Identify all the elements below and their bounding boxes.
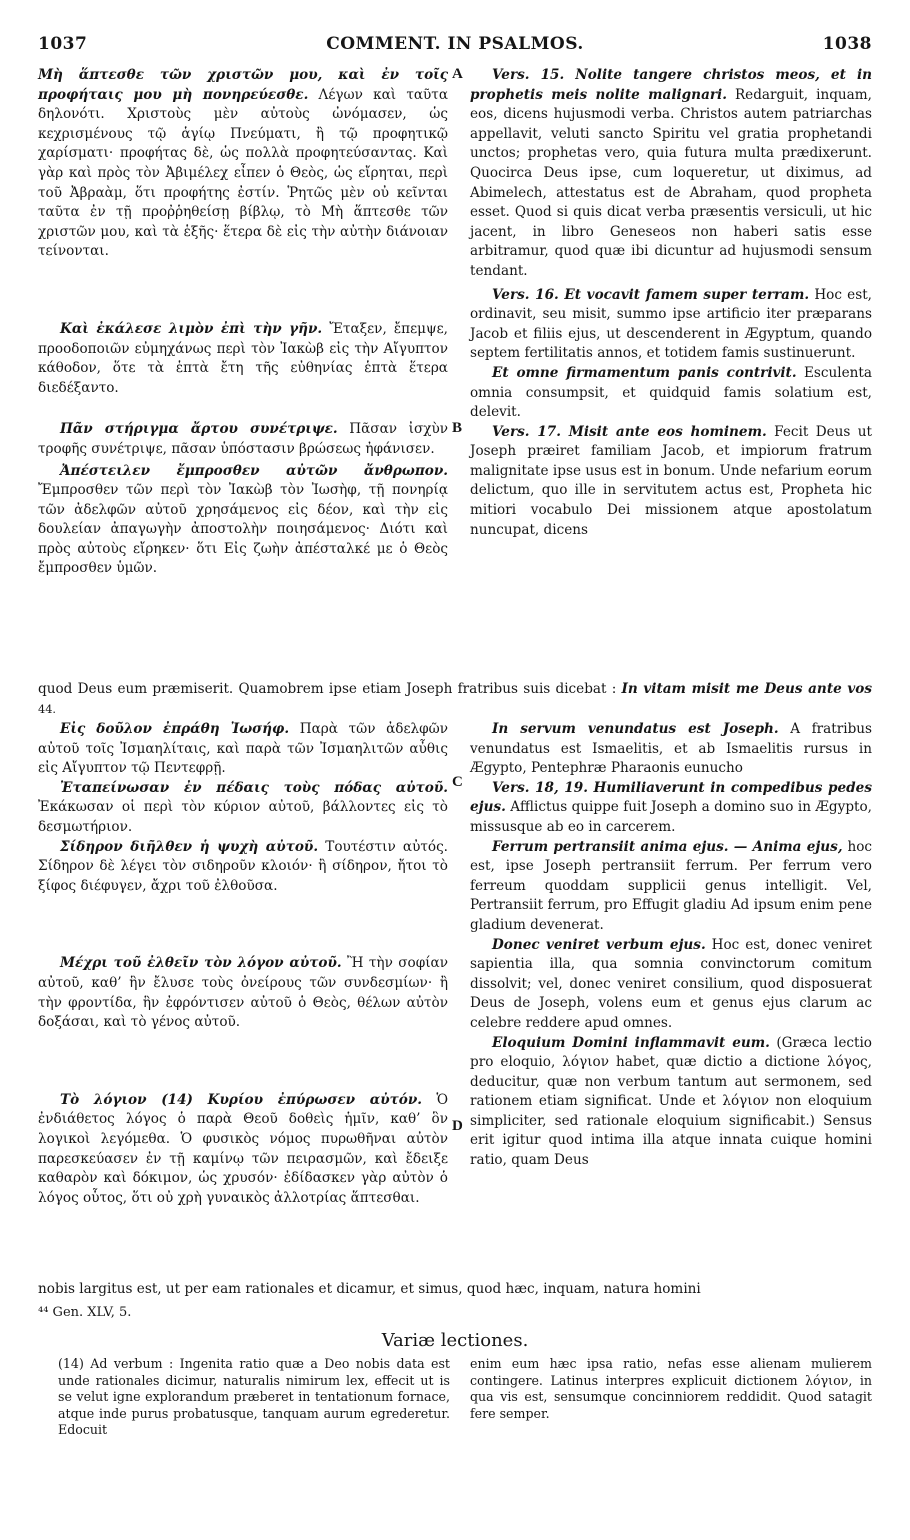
scripture-citation: ⁴⁴ Gen. XLV, 5. [38,1305,132,1320]
fullwidth-continuation: quod Deus eum præmiserit. Quamobrem ipse etiam Joseph fratribus suis dicebat : In vitam misit me Deus ante vos $^{44.}$ [38,681,872,716]
margin-letter-d: D [452,1118,463,1134]
latin-paragraph: Vers. 17. Misit ante eos hominem. Fecit Deus ut Joseph præiret familiam Jacob, et impiorum fratrum malignitate ipse usus est in bonum. Unde nefarium eorum delictum, quo ille in servitutem actus est, Propheta hic mitiori vocabulo Dei missionem atque apostolatum nuncupat, dicens [470,423,872,538]
greek-paragraph: Τὸ λόγιον (14) Κυρίου ἐπύρωσεν αὐτόν. Ὁ ἐνδιάθετος λόγος ὁ παρὰ Θεοῦ δοθεὶς ἡμῖν, καθ’ ὃν λογικοὶ λεγόμεθα. Ὁ φυσικὸς νόμος πυρωθῆναι αὐτὸν παρεσκεύασεν ἐν τῇ καμίνῳ τῶν πειρασμῶν, καὶ ἔδειξε καθαρὸν καὶ δόκιμον, ὡς χρυσόν· ἐδίδασκεν γὰρ αὐτὸν ὁ λόγος οὗτος, ὅτι οὐ χρὴ γυναικὸς ἀλλοτρίας ἅπτεσθαι. [38,1091,448,1206]
fullwidth-continuation-2: nobis largitus est, ut per eam rationales et dicamur, et simus, quod hæc, inquam, natura homini [38,1281,701,1297]
latin-paragraph: Eloquium Domini inflammavit eum. (Græca lectio pro eloquio, λόγιον habet, quæ dictio a dictione λόγος, deducitur, quæ non verbum tantum aut sermonem, sed rationem etiam significat. Unde et λόγιον non eloquium simpliciter, sed rationale eloquium significabit.) Sensus erit igitur quod intima illa atque innata cuique homini ratio, quam Deus [470,1034,872,1169]
greek-paragraph: Εἰς δοῦλον ἐπράθη Ἰωσήφ. Παρὰ τῶν ἀδελφῶν αὐτοῦ τοῖς Ἰσμαηλίταις, καὶ παρὰ τῶν Ἰσμαηλιτῶν αὖθις εἰς Αἴγυπτον τῷ Πεντεφρῇ. [38,721,449,777]
greek-paragraph: Καὶ ἐκάλεσε λιμὸν ἐπὶ τὴν γῆν. Ἔταξεν, ἔπεμψε, προοδοποιῶν εὐμηχάνως περὶ τὸν Ἰακὼβ εἰς τὴν Αἴγυπτον κάθοδον, ὅτε τὰ ἑπτὰ ἔτη τῆς εὐθηνίας ἑπτὰ ἕτερα διεδέξαντο. [38,320,448,396]
greek-column-lower [38,720,448,1208]
margin-letter-b: B [452,420,463,436]
margin-letter-a: A [452,66,463,82]
latin-column-upper [470,66,872,540]
page-header [38,34,872,60]
latin-paragraph: Vers. 15. Nolite tangere christos meos, et in prophetis meis nolite malignari. Redarguit, inquam, eos, dicens hujusmodi verba. Christos autem patriarchas appellavit, veluti sancto Spiritu vel gratia prophetandi unctos; prophetas vero, quia futura multa prædixerunt. Quocirca Deus ipse, cum loqueretur, ut diximus, ad Abimelech, attestatus est de Abraham, quod propheta esset. Quod si quis dicat verba præsentis versiculi, ut hic jacent, in libro Geneseos non haberi satis esse arbitramur, quod quæ ibi dicuntur ad hujusmodi sensum tendant. [470,67,872,279]
latin-paragraph: Donec veniret verbum ejus. Hoc est, donec veniret sapientia illa, qua somnia convinctorum comitum dissolvit; vel, donec veniret consilium, quod disposuerat Deus de Joseph, volens eum et genus ejus clarum ac celebre reddere apud omnes. [470,936,872,1031]
greek-column-upper [38,66,448,579]
running-title: COMMENT. IN PSALMOS. [326,34,584,54]
page-number-left: 1037 [38,34,88,54]
greek-paragraph: Μέχρι τοῦ ἐλθεῖν τὸν λόγον αὐτοῦ. Ἢ τὴν σοφίαν αὐτοῦ, καθ’ ἣν ἔλυσε τοὺς ὀνείρους τῶν συνδεσμίων· ἢ τὴν φροντίδα, ἣν ἐφρόντισεν αὐτοῦ ὁ Θεὸς, θέλων αὐτὸν δοξάσαι, καὶ τὸ γένος αὐτοῦ. [38,955,448,1031]
latin-paragraph: Et omne firmamentum panis contrivit. Esculenta omnia consumpsit, et quidquid famis solatium est, delevit. [470,364,872,421]
latin-paragraph: Vers. 16. Et vocavit famem super terram. Hoc est, ordinavit, seu misit, summo ipse artificio iter præparans Jacob et filiis ejus, ut descenderent in Ægyptum, quando septem fertilitatis annos, et totidem famis sustinuerunt. [470,286,872,362]
margin-letter-c: C [452,774,463,790]
greek-paragraph: Μὴ ἅπτεσθε τῶν χριστῶν μου, καὶ ἐν τοῖς προφήταις μου μὴ πονηρεύεσθε. Λέγων καὶ ταῦτα δηλονότι. Χριστοὺς μὲν αὐτοὺς ὠνόμασεν, ὡς κεχρισμένους τῷ ἁγίῳ Πνεύματι, ἢ τῷ προφητικῷ χαρίσματι· προφήτας δὲ, ὡς πολλὰ προφητεύσαντας. Καὶ γὰρ καὶ πρὸς τὸν Ἀβιμέλεχ εἶπεν ὁ Θεὸς, ὡς εἴρηται, περὶ τοῦ Ἀβραὰμ, ὅτι προφήτης ἐστίν. Ῥητῶς μὲν οὐ κεῖνται ταῦτα ἐν τῇ προῤῥηθείσῃ βίβλῳ, τὸ Μὴ ἅπτεσθε τῶν χριστῶν μου, καὶ τὰ ἑξῆς· ἕτερα δὲ εἰς τὴν αὐτὴν διάνοιαν τείνονται. [38,67,448,260]
latin-paragraph: In servum venundatus est Joseph. A fratribus venundatus est Ismaelitis, et ab Ismaelitis rursus in Ægypto, Pentephræ Pharaonis eunucho [470,721,873,777]
footnote-left [58,1356,450,1439]
latin-paragraph: Ferrum pertransiit anima ejus. — Anima ejus, hoc est, ipse Joseph pertransiit ferrum. Per ferrum vero ferreum quoddam supplicii genus intelligit. Vel, Pertransiit ferrum, pro Effugit gladiu Ad ipsum enim pene gladium devenerat. [470,838,872,933]
latin-paragraph: Vers. 18, 19. Humiliaverunt in compedibus pedes ejus. Afflictus quippe fuit Joseph a domino suo in Ægypto, missusque ab eo in carcerem. [470,779,872,835]
greek-paragraph: Ἀπέστειλεν ἔμπροσθεν αὐτῶν ἄνθρωπον. Ἔμπροσθεν τῶν περὶ τὸν Ἰακὼβ τὸν Ἰωσὴφ, τῇ πονηρίᾳ τῶν ἀδελφῶν αὐτοῦ χρησάμενος εἰς δέον, καὶ τὴν εἰς δουλείαν ἀπαγωγὴν ἀποστολὴν ποιησάμενος· Διότι καὶ πρὸς αὐτοὺς εἴρηκεν· ὅτι Εἰς ζωὴν ἀπέσταλκέ με ὁ Θεὸς ἔμπροσθεν ὑμῶν. [38,462,448,577]
greek-paragraph: Σίδηρον διῆλθεν ἡ ψυχὴ αὐτοῦ. Τουτέστιν αὐτός. Σίδηρον δὲ λέγει τὸν σιδηροῦν κλοιόν· ἢ σίδηρον, ἤτοι τὸ ξίφος διέφυγεν, ἄχρι τοῦ ἐλθοῦσα. [38,838,448,894]
footnote-text: (14) Ad verbum : Ingenita ratio quæ a Deo nobis data est unde rationales dicimur, naturalis nimirum lex, effecit ut is se velut igne explorandum præberet in tentationum fornace, atque inde purus probatusque, tanquam aurum egrederetur. Edocuit [58,1356,450,1438]
footnote-text: enim eum hæc ipsa ratio, nefas esse alienam mulierem contingere. Latinus interpres explicuit dictionem λόγιον, in qua vis est, sensumque concinniorem reddidit. Quod satagit fere semper. [470,1356,872,1421]
footnote-right [470,1356,872,1422]
page-number-right: 1038 [822,34,872,54]
latin-column-lower [470,720,872,1171]
greek-paragraph: Πᾶν στήριγμα ἄρτου συνέτριψε. Πᾶσαν ἰσχὺν τροφῆς συνέτριψε, πᾶσαν ὑπόστασιν βρώσεως ἠφάνισεν. [38,421,448,457]
variae-lectiones-title: Variæ lectiones. [381,1330,529,1351]
greek-paragraph: Ἐταπείνωσαν ἐν πέδαις τοὺς πόδας αὐτοῦ. Ἐκάκωσαν οἱ περὶ τὸν κύριον αὐτοῦ, βάλλοντες εἰς τὸ δεσμωτήριον. [38,779,448,835]
